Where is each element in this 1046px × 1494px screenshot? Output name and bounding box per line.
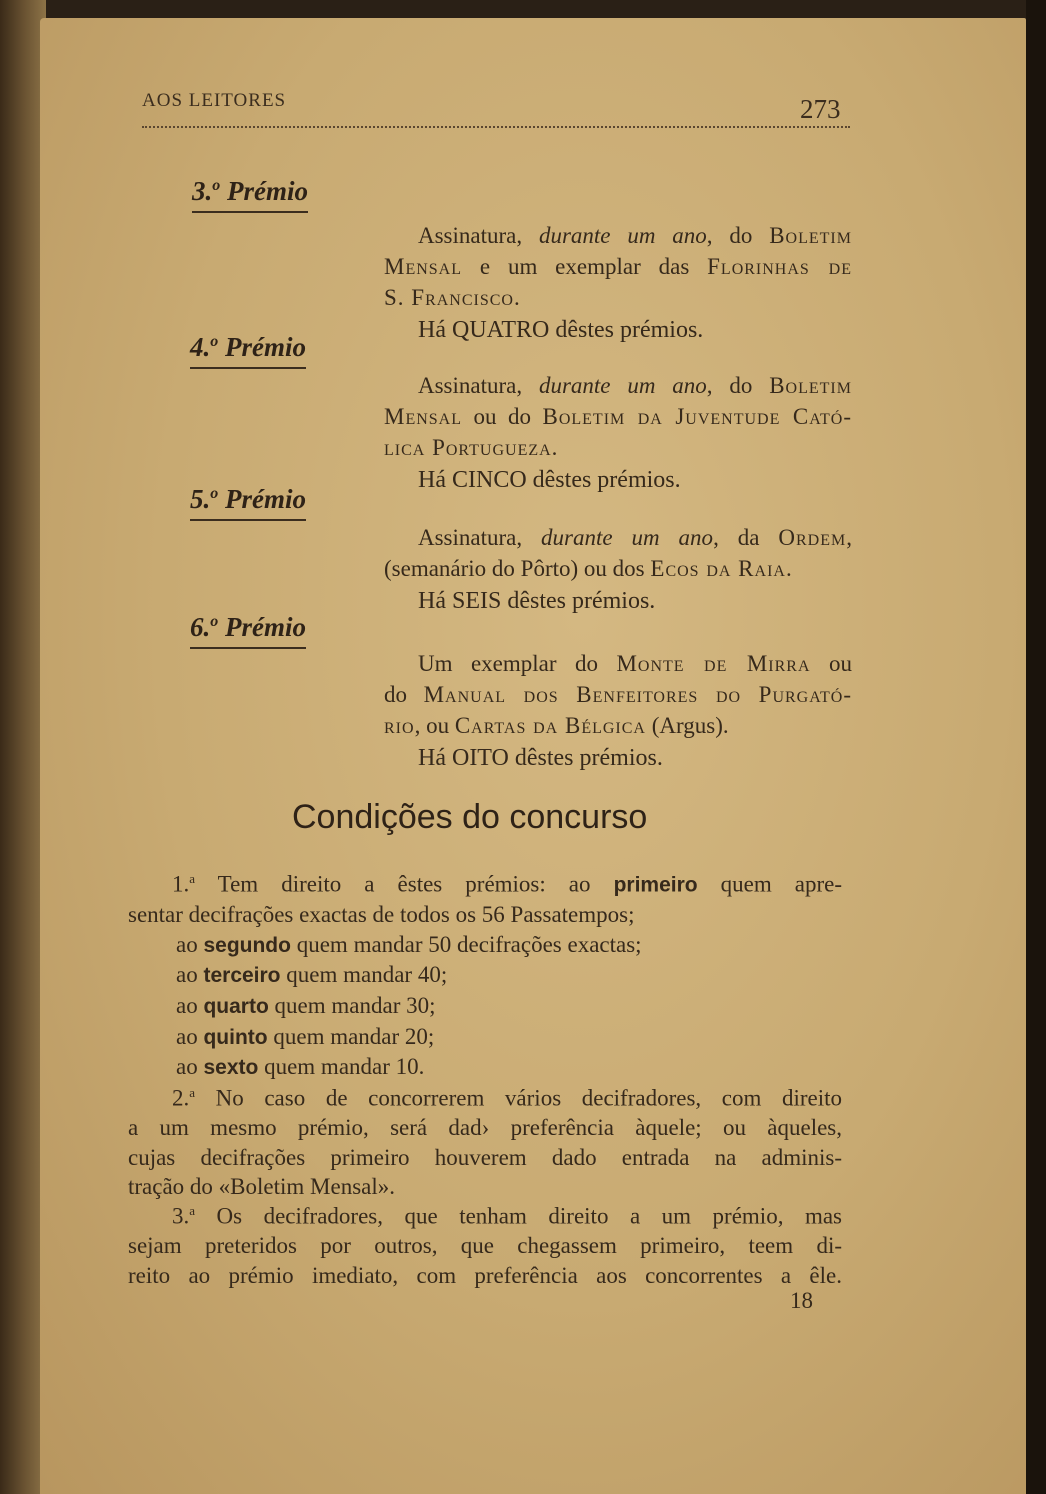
- prize-4-count: Há CINCO dêstes prémios.: [418, 467, 681, 493]
- condition-1: 1.$^a$ Tem direito a êstes prémios: ao primeiro quem apre- sentar decifrações exactas de todos os 56 Passatempos; ao segundo quem mandar 50 decifrações exactas; ao terceiro quem mandar 40; ao quarto quem mandar 30; ao quinto quem mandar 20; ao sexto quem mandar 10.: [128, 864, 842, 1083]
- prize-4-description: Assinatura, durante um ano, do Boletim Mensal ou do Boletim da Juventude Cató- lica Portugueza. Há CINCO dêstes prémios.: [384, 370, 852, 496]
- prize-heading-4: 4.$^o$ Prémio: [190, 332, 306, 369]
- condition-3: 3.$^a$ Os decifradores, que tenham direito a um prémio, mas sejam preteridos por outros, que chegassem primeiro, teem di- reito ao prémio imediato, com preferência aos concorrentes a êle.: [128, 1203, 842, 1288]
- page-number: 273: [800, 94, 841, 124]
- prize-6-count: Há OITO dêstes prémios.: [418, 745, 663, 771]
- prize-5-description: Assinatura, durante um ano, da Ordem, (semanário do Pôrto) ou dos Ecos da Raia. Há SEIS dêstes prémios.: [384, 522, 852, 617]
- prize-6-description: Um exemplar do Monte de Mirra ou do Manual dos Benfeitores do Purgató- rio, ou Cartas da Bélgica (Argus). Há OITO dêstes prémios.: [384, 648, 852, 774]
- condition-1-item: ao sexto quem mandar 10.: [176, 1054, 425, 1080]
- condition-2: 2.$^a$ No caso de concorrerem vários decifradores, com direito a um mesmo prémio, será dad› preferência àquele; ou àqueles, cujas decifrações primeiro houverem dado entrada na adminis- tração do «Boletim Mensal».: [128, 1085, 842, 1200]
- prize-3-description: Assinatura, durante um ano, do Boletim Mensal e um exemplar das Florinhas de S. Francisco. Há QUATRO dêstes prémios.: [384, 220, 852, 346]
- condition-1-item: ao quarto quem mandar 30;: [176, 993, 436, 1019]
- scan-border: [1026, 0, 1046, 1494]
- signature-mark: 18: [790, 1288, 813, 1313]
- condition-1-item: ao terceiro quem mandar 40;: [176, 962, 448, 988]
- conditions-title: Condições do concurso: [292, 798, 648, 836]
- prize-5-count: Há SEIS dêstes prémios.: [418, 588, 656, 614]
- prize-3-count: Há QUATRO dêstes prémios.: [418, 317, 704, 343]
- prize-heading-6: 6.$^o$ Prémio: [190, 612, 306, 649]
- condition-1-item: ao segundo quem mandar 50 decifrações exactas;: [176, 931, 642, 957]
- condition-1-item: ao quinto quem mandar 20;: [176, 1023, 435, 1049]
- header-rule: [142, 126, 850, 128]
- prize-heading-3: 3.$^o$ Prémio: [192, 176, 308, 213]
- running-header: AOS LEITORES: [142, 90, 287, 111]
- prize-heading-5: 5.$^o$ Prémio: [190, 484, 306, 521]
